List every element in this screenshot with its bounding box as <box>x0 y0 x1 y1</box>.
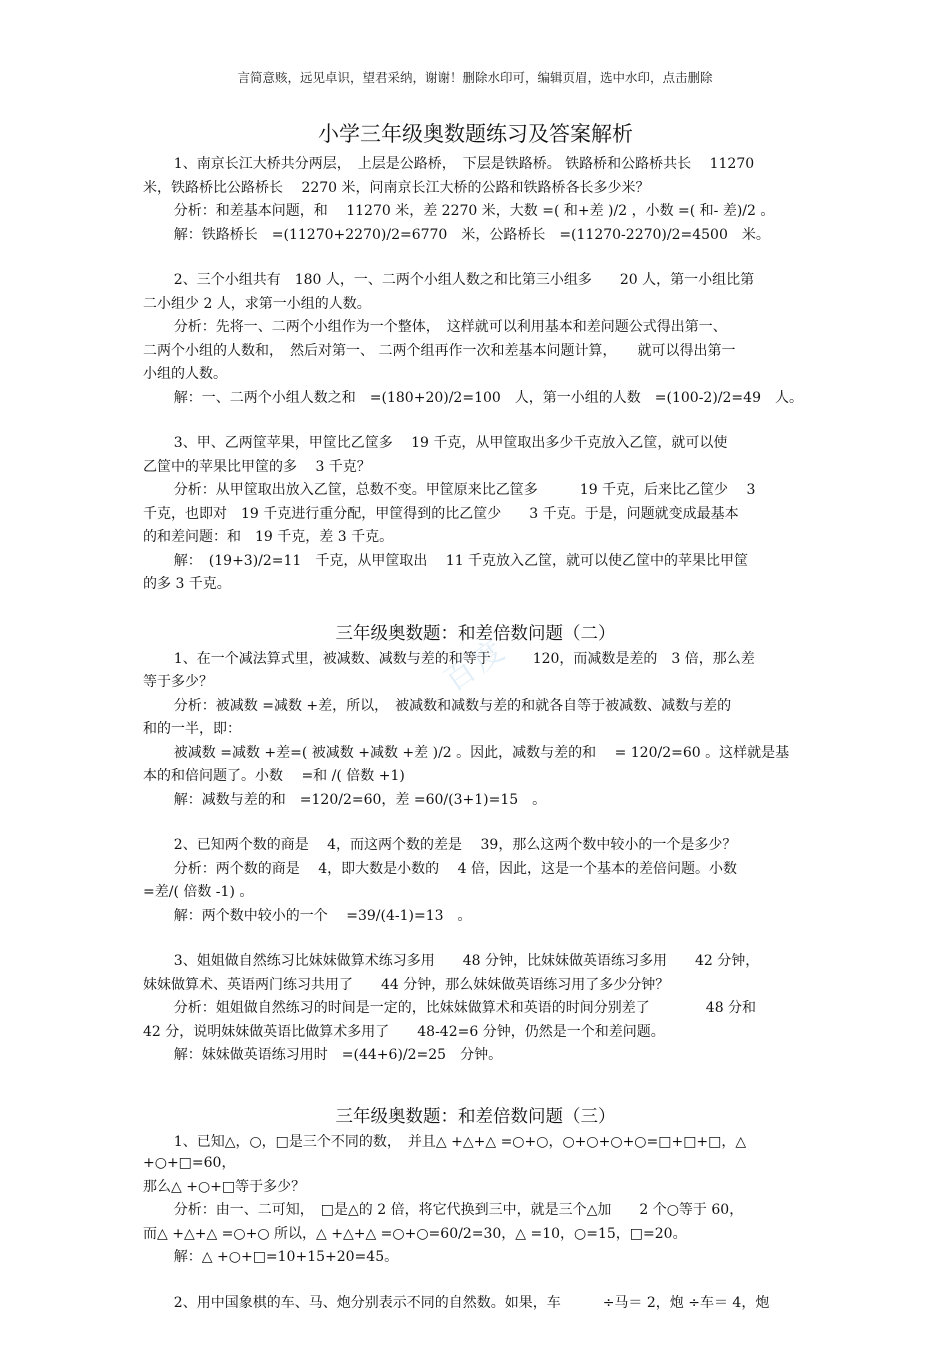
problem-2-analysis: 分析：先将一、二两个小组作为一个整体， 这样就可以利用基本和差问题公式得出第一、 <box>173 319 727 335</box>
p2-problem-3-solution: 解：妹妹做英语练习用时 =(44+6)/2=25 分钟。 <box>173 1047 503 1063</box>
problem-2-analysis-cont: 二两个小组的人数和， 然后对第一、 二两个组再作一次和差基本问题计算， 就可以得出第一 <box>143 342 736 359</box>
problem-1-text-cont: 米，铁路桥比公路桥长 2270 米，问南京长江大桥的公路和铁路桥各长多少米？ <box>143 179 650 196</box>
p3-problem-1-solution: 解：△ +○+□=10+15+20=45。 <box>173 1249 399 1265</box>
p3-problem-1-text: 1、已知△，○，□是三个不同的数， 并且△ +△+△ =○+○，○+○+○+○=□+□+□，△ +○+□=60， <box>143 1133 747 1171</box>
section-2 <box>143 270 808 409</box>
document-title: 小学三年级奥数题练习及答案解析 <box>318 122 633 146</box>
part-2-problem-1 <box>143 649 808 812</box>
problem-3-analysis: 分析：从甲筐取出放入乙筐，总数不变。甲筐原来比乙筐多 19 千克，后来比乙筐少 3 <box>173 482 756 498</box>
p2-problem-1-formula: 被减数 =减数 +差=( 被减数 +减数 +差 )/2 。因此，减数与差的和 = 120/2=60 。这样就是基 <box>173 744 790 761</box>
p3-problem-2-text: 2、用中国象棋的车、马、炮分别表示不同的自然数。如果，车 ÷马＝ 2，炮 ÷车＝ 4，炮 <box>173 1294 770 1311</box>
problem-2-analysis-cont2: 小组的人数。 <box>143 366 227 382</box>
problem-1-solution: 解：铁路桥长 =(11270+2270)/2=6770 米，公路桥长 =(11270-2270)/2=4500 米。 <box>173 226 770 243</box>
document-body <box>143 118 808 1338</box>
problem-2-solution: 解：一、二两个小组人数之和 =(180+20)/2=100 人，第一小组的人数 =(100-2)/2=49 人。 <box>173 389 803 406</box>
p2-problem-3-analysis: 分析：姐姐做自然练习的时间是一定的，比妹妹做算术和英语的时间分别差了 48 分和 <box>173 1000 757 1016</box>
p2-problem-1-analysis: 分析：被减数 =减数 +差，所以， 被减数和减数与差的和就各自等于被减数、减数与差的 <box>173 697 732 714</box>
part-2-problem-2 <box>143 835 808 927</box>
problem-3-analysis-cont2: 的和差问题：和 19 千克，差 3 千克。 <box>143 529 394 545</box>
p2-problem-1-analysis-cont: 和的一半，即： <box>143 721 241 737</box>
problem-3-analysis-cont: 千克，也即对 19 千克进行重分配，甲筐得到的比乙筐少 3 千克。于是，问题就变成最基本 <box>143 505 739 522</box>
problem-1-analysis: 分析：和差基本问题，和 11270 米，差 2270 米，大数 =( 和+差 )/2 ，小数 =( 和- 差)/2 。 <box>173 203 775 219</box>
part-3-problem-1 <box>143 1132 808 1269</box>
problem-2-text-cont: 二小组少 2 人，求第一小组的人数。 <box>143 295 371 312</box>
problem-3-text: 3、甲、乙两筐苹果，甲筐比乙筐多 19 千克，从甲筐取出多少千克放入乙筐，就可以使 <box>173 435 728 451</box>
p2-problem-1-formula-cont: 本的和倍问题了。小数 =和 /( 倍数 +1) <box>143 768 405 784</box>
p2-problem-2-analysis-cont: =差/( 倍数 -1) 。 <box>143 884 254 900</box>
problem-2-text: 2、三个小组共有 180 人，一、二两个小组人数之和比第三小组多 20 人，第一小组比第 <box>173 272 755 288</box>
p2-problem-3-text-cont: 妹妹做算术、英语两门练习共用了 44 分钟，那么妹妹做英语练习用了多少分钟？ <box>143 976 670 993</box>
watermark: 百度 <box>438 631 514 699</box>
page-header: 言简意赅，远见卓识，望君采纳，谢谢！删除水印可，编辑页眉，选中水印，点击删除 <box>237 70 713 85</box>
p2-problem-2-analysis: 分析：两个数的商是 4，即大数是小数的 4 倍，因此，这是一个基本的差倍问题。小数 <box>173 860 737 877</box>
part-3-problem-2 <box>143 1293 808 1315</box>
p2-problem-2-solution: 解：两个数中较小的一个 =39/(4-1)=13 。 <box>173 907 472 924</box>
part-2-problem-3 <box>143 951 808 1067</box>
problem-3-text-cont: 乙筐中的苹果比甲筐的多 3 千克？ <box>143 458 371 475</box>
p2-problem-2-text: 2、已知两个数的商是 4，而这两个数的差是 39，那么这两个数中较小的一个是多少？ <box>173 837 737 853</box>
part-2-title: 三年级奥数题：和差倍数问题（二） <box>335 623 616 644</box>
p3-problem-1-analysis: 分析：由一、二可知， □是△的 2 倍，将它代换到三中，就是三个△加 2 个○等于 60， <box>173 1202 744 1218</box>
p2-problem-3-text: 3、姐姐做自然练习比妹妹做算术练习多用 48 分钟，比妹妹做英语练习多用 42 分钟， <box>173 953 760 969</box>
p3-problem-1-text-cont: 那么△ +○+□等于多少？ <box>143 1178 306 1195</box>
problem-3-solution-cont: 的多 3 千克。 <box>143 576 231 592</box>
p2-problem-1-solution: 解：减数与差的和 =120/2=60，差 =60/(3+1)=15 。 <box>173 791 547 808</box>
problem-1-text: 1、南京长江大桥共分两层， 上层是公路桥， 下层是铁路桥。 铁路桥和公路桥共长 11270 <box>173 156 755 172</box>
section-1 <box>143 154 808 246</box>
p3-problem-1-analysis-cont: 而△ +△+△ =○+○ 所以，△ +△+△ =○+○=60/2=30，△ =10，○=15，□=20。 <box>143 1225 687 1242</box>
p2-problem-1-text-cont: 等于多少？ <box>143 674 213 690</box>
section-3 <box>143 433 808 596</box>
part-3-title: 三年级奥数题：和差倍数问题（三） <box>335 1106 616 1127</box>
p2-problem-1-text: 1、在一个减法算式里，被减数、减数与差的和等于 120，而减数是差的 3 倍，那么差 <box>173 650 755 667</box>
problem-3-solution: 解： (19+3)/2=11 千克，从甲筐取出 11 千克放入乙筐，就可以使乙筐中的苹果比甲筐 <box>173 552 749 569</box>
p2-problem-3-analysis-cont: 42 分，说明妹妹做英语比做算术多用了 48-42=6 分钟，仍然是一个和差问题。 <box>143 1023 665 1040</box>
